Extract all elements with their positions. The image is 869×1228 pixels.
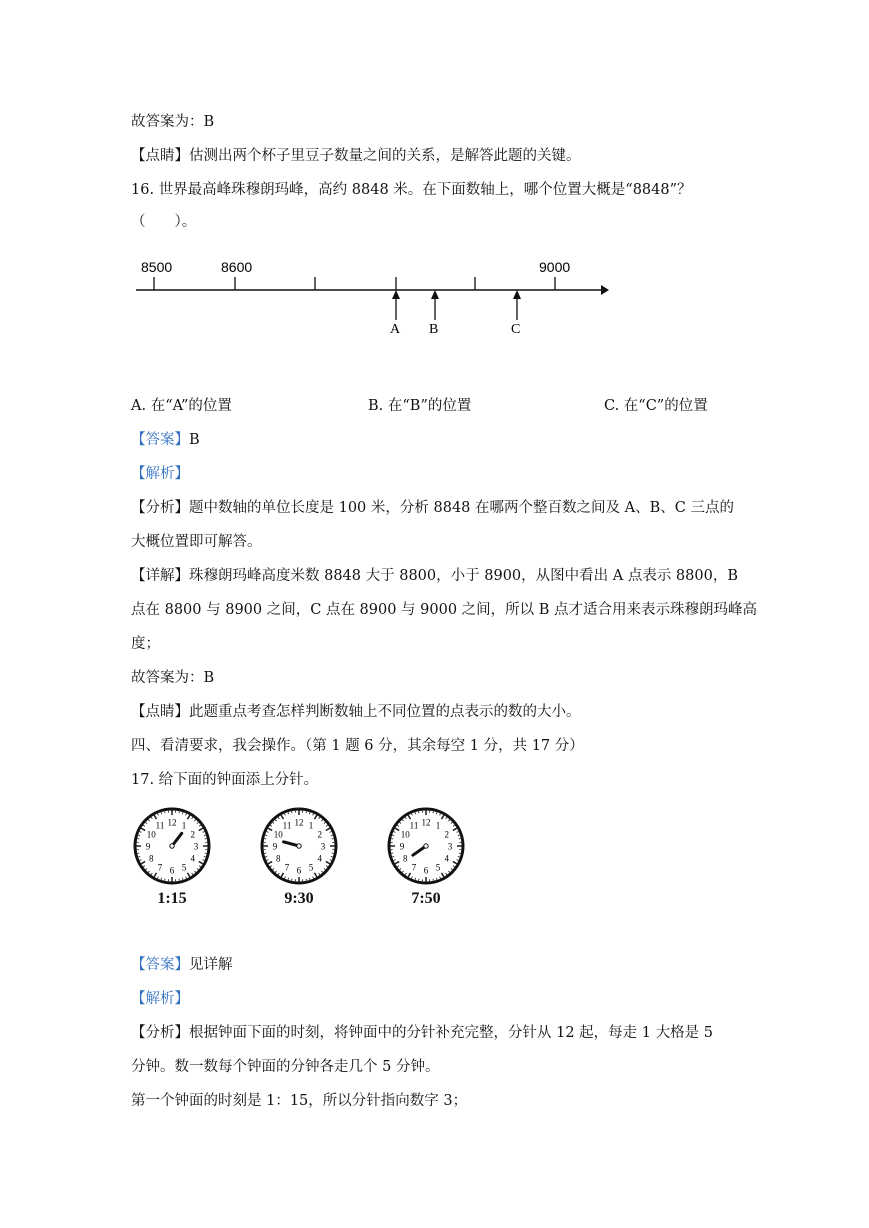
answer-17: [131, 955, 233, 975]
label-9000: 9000: [539, 259, 571, 275]
clock-numeral: 9: [399, 841, 405, 852]
clock-numeral: 3: [320, 841, 326, 852]
analysis-heading: [131, 464, 189, 484]
label-8500: 8500: [141, 259, 173, 275]
clock-numeral: 8: [148, 853, 154, 864]
analysis17-tag: 【解析】: [131, 991, 189, 1007]
clock-numeral: 5: [308, 862, 314, 873]
clock-2: [258, 805, 340, 887]
xiangjie-line-1: [131, 566, 738, 586]
clock-1: [131, 805, 213, 887]
clock-center: [170, 844, 174, 848]
clock-3-time: 7:50: [411, 890, 441, 907]
axis-arrow: [601, 285, 609, 295]
clock-numeral: 1: [181, 820, 187, 831]
clock-numeral: 7: [157, 862, 163, 873]
tip-tag: 【点睛】: [131, 148, 189, 164]
xiangjie-tag: 【详解】: [131, 568, 189, 584]
fenxi-line-2: 大概位置即可解答。: [131, 534, 262, 550]
option-c: C. 在“C”的位置: [604, 398, 708, 414]
clock-numeral: 9: [145, 841, 151, 852]
analysis17-heading: [131, 989, 189, 1009]
clock-numeral: 4: [190, 853, 196, 864]
point-c-label: C: [511, 322, 521, 337]
analysis-tag: 【解析】: [131, 466, 189, 482]
answer-16: [131, 430, 200, 450]
clock-numeral: 11: [155, 820, 165, 831]
clock-numeral: 1: [435, 820, 441, 831]
last-line: 第一个钟面的时刻是 1：15，所以分针指向数字 3；: [131, 1093, 468, 1109]
clock-2-time: 9:30: [284, 890, 314, 907]
clock-center: [424, 844, 428, 848]
arrow-c-head: [513, 290, 521, 299]
clock-numeral: 8: [402, 853, 408, 864]
fenxi17-line-2: 分钟。数一数每个钟面的分钟各走几个 5 分钟。: [131, 1059, 440, 1075]
clock-numeral: 6: [296, 865, 302, 876]
fenxi17-text-1: 根据钟面下面的时刻，将钟面中的分针补充完整，分针从 12 起，每走 1 大格是 5: [189, 1025, 713, 1041]
number-line-figure: [131, 252, 621, 352]
clock-numeral: 3: [193, 841, 199, 852]
clock-numeral: 5: [435, 862, 441, 873]
section-four-heading: 四、看清要求，我会操作。（第 1 题 6 分，其余每空 1 分，共 17 分）: [131, 738, 584, 754]
answer17-tag: 【答案】: [131, 957, 189, 973]
question-16-blank: （ ）。: [131, 214, 197, 230]
tip-line: [131, 146, 581, 166]
clock-numeral: 7: [411, 862, 417, 873]
clock-numeral: 12: [421, 817, 431, 828]
answer17-value: 见详解: [189, 957, 233, 973]
clock-numeral: 11: [409, 820, 419, 831]
option-b: B. 在“B”的位置: [368, 398, 472, 414]
clock-numeral: 5: [181, 862, 187, 873]
dianjing-text: 此题重点考查怎样判断数轴上不同位置的点表示的数的大小。: [189, 704, 581, 720]
fenxi17-tag: 【分析】: [131, 1025, 189, 1041]
clock-numeral: 1: [308, 820, 314, 831]
fenxi-line-1: [131, 498, 734, 518]
clock-numeral: 9: [272, 841, 278, 852]
clock-numeral: 10: [273, 829, 283, 840]
clock-numeral: 11: [282, 820, 292, 831]
clock-numeral: 12: [294, 817, 304, 828]
question-16: 16. 世界最高峰珠穆朗玛峰，高约 8848 米。在下面数轴上，哪个位置大概是“8848”？: [131, 182, 692, 198]
option-a: A. 在“A”的位置: [131, 398, 232, 414]
clock-numeral: 2: [317, 829, 323, 840]
question-17: 17. 给下面的钟面添上分针。: [131, 772, 319, 788]
dianjing-line: [131, 702, 581, 722]
fenxi17-line-1: [131, 1023, 713, 1043]
clock-numeral: 8: [275, 853, 281, 864]
xiangjie-text-1: 珠穆朗玛峰高度米数 8848 大于 8800，小于 8900，从图中看出 A 点表示 8800，B: [189, 568, 738, 584]
clock-numeral: 2: [444, 829, 450, 840]
point-b-label: B: [429, 322, 439, 337]
clock-1-time: 1:15: [157, 890, 187, 907]
dianjing-tag: 【点睛】: [131, 704, 189, 720]
answer-tag: 【答案】: [131, 432, 189, 448]
point-a-label: A: [390, 322, 401, 337]
answer-line: 故答案为：B: [131, 114, 215, 130]
clock-numeral: 4: [444, 853, 450, 864]
clock-numeral: 4: [317, 853, 323, 864]
xiangjie-line-2: 点在 8800 与 8900 之间，C 点在 8900 与 9000 之间，所以 B 点才适合用来表示珠穆朗玛峰高: [131, 602, 758, 618]
clock-numeral: 2: [190, 829, 196, 840]
xiangjie-line-3: 度；: [131, 636, 160, 652]
answer-value: B: [189, 432, 200, 448]
clock-3: [385, 805, 467, 887]
label-8600: 8600: [221, 259, 253, 275]
tip-text: 估测出两个杯子里豆子数量之间的关系，是解答此题的关键。: [189, 148, 581, 164]
clock-numeral: 12: [167, 817, 177, 828]
fenxi-tag: 【分析】: [131, 500, 189, 516]
clock-numeral: 3: [447, 841, 453, 852]
answer-line-2: 故答案为：B: [131, 670, 215, 686]
clock-numeral: 7: [284, 862, 290, 873]
fenxi-text-1: 题中数轴的单位长度是 100 米，分析 8848 在哪两个整百数之间及 A、B、C 三点的: [189, 500, 734, 516]
arrow-a-head: [392, 290, 400, 299]
arrow-b-head: [431, 290, 439, 299]
clock-center: [297, 844, 301, 848]
clock-numeral: 6: [423, 865, 429, 876]
clock-numeral: 10: [146, 829, 156, 840]
clock-numeral: 6: [169, 865, 175, 876]
clock-numeral: 10: [400, 829, 410, 840]
